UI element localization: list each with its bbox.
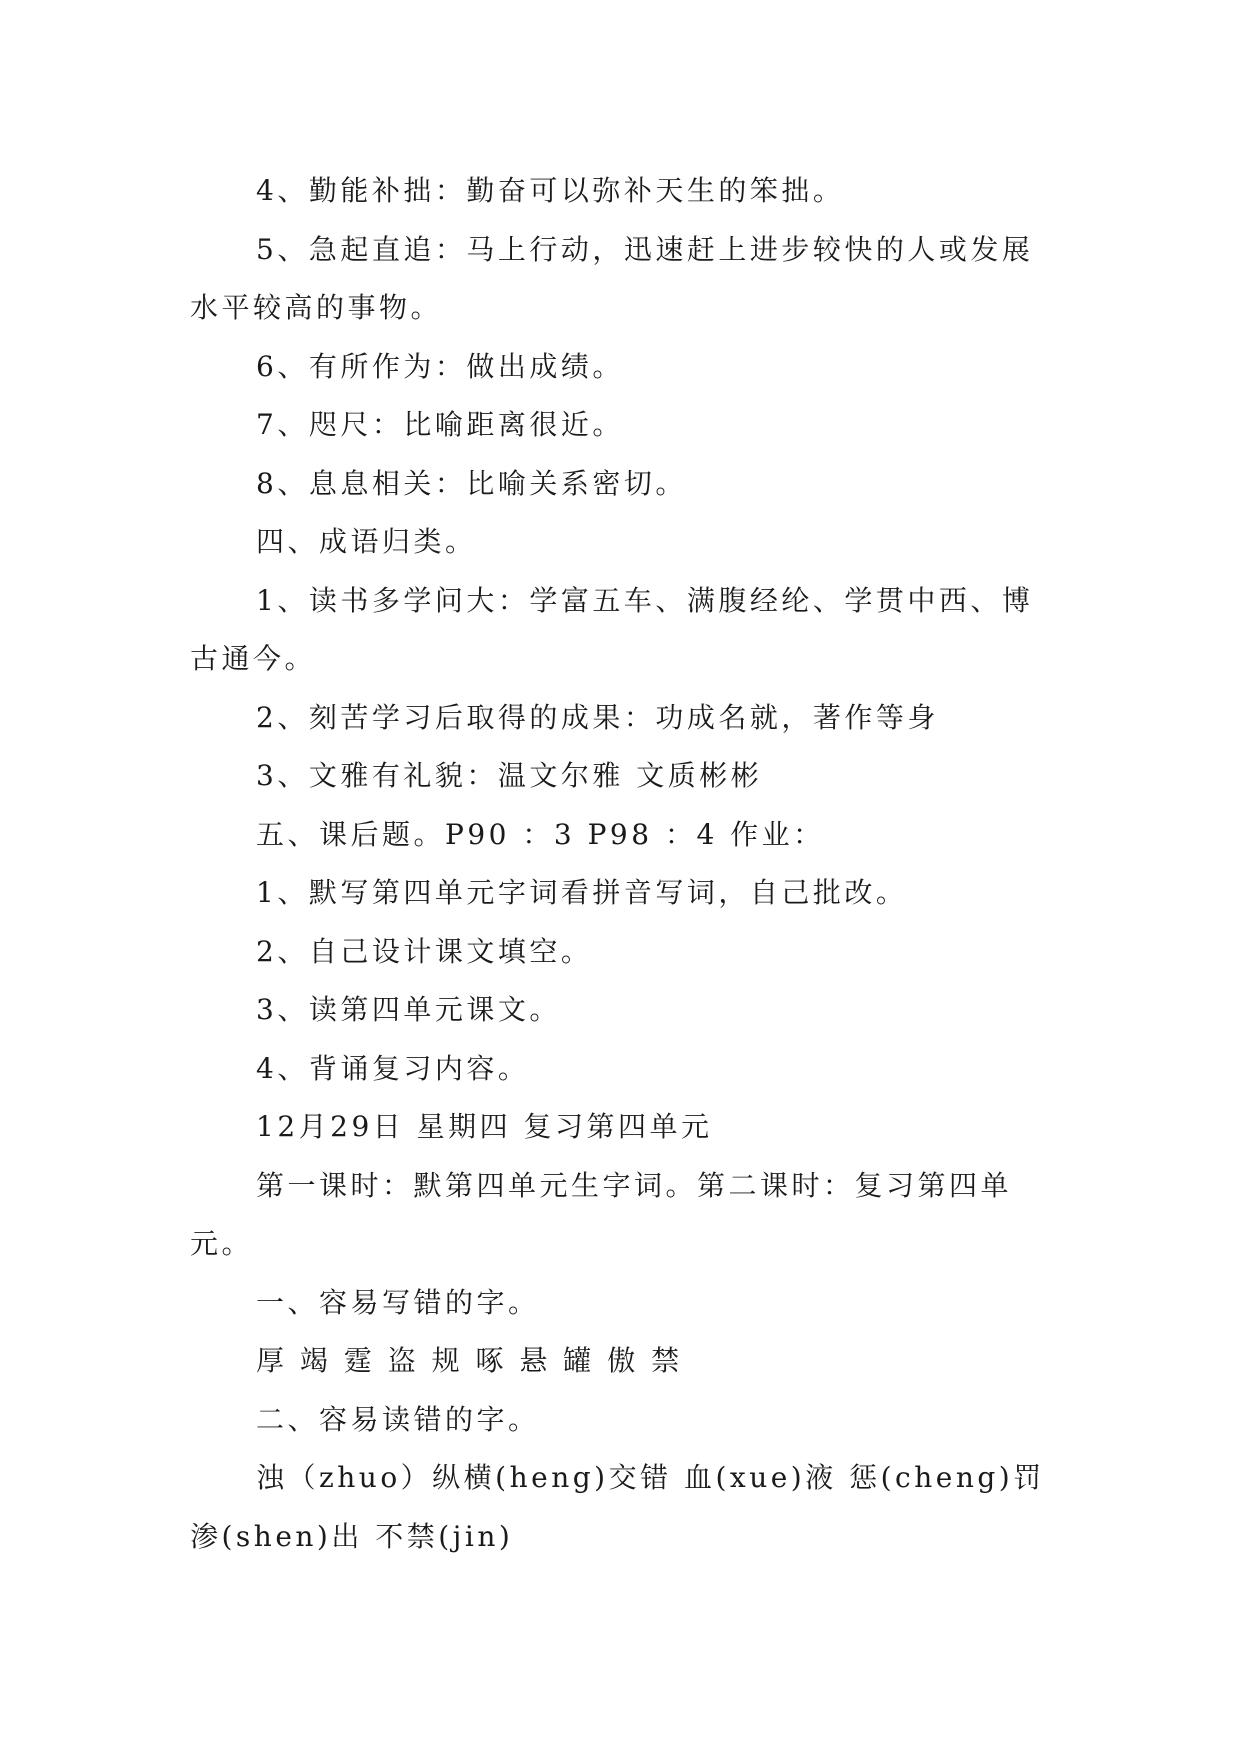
section-heading-4: 四、成语归类。 <box>256 525 477 558</box>
paragraph-homework-4: 4、背诵复习内容。 <box>256 1051 530 1085</box>
paragraph-idiom-8: 8、息息相关：比喻关系密切。 <box>256 466 687 500</box>
section-heading-5: 五、课后题。P90 ：3 P98 ：4 作业： <box>256 817 825 851</box>
paragraph-homework-2: 2、自己设计课文填空。 <box>256 934 593 968</box>
paragraph-category-2: 2、刻苦学习后取得的成果：功成名就，著作等身 <box>256 700 939 734</box>
paragraph-homework-3: 3、读第四单元课文。 <box>256 993 561 1026</box>
paragraph-idiom-5: 5、急起直追：马上行动，迅速赶上进步较快的人或发展水平较高的事物。 <box>190 232 1034 324</box>
paragraph-idiom-6: 6、有所作为：做出成绩。 <box>256 349 624 383</box>
paragraph-idiom-7: 7、咫尺：比喻距离很近。 <box>256 408 624 441</box>
paragraph-category-3: 3、文雅有礼貌：温文尔雅 文质彬彬 <box>256 759 763 792</box>
date-line: 12月29日 星期四 复习第四单元 <box>256 1110 713 1143</box>
section-heading-2: 二、容易读错的字。 <box>256 1402 540 1436</box>
paragraph-lesson-plan: 第一课时：默第四单元生字词。第二课时：复习第四单元。 <box>190 1168 1013 1260</box>
paragraph-error-characters: 厚 竭 霆 盗 规 啄 悬 罐 傲 禁 <box>256 1344 683 1377</box>
paragraph-category-1: 1、读书多学问大：学富五车、满腹经纶、学贯中西、博古通今。 <box>190 583 1034 675</box>
paragraph-homework-1: 1、默写第四单元字词看拼音写词，自己批改。 <box>256 876 908 909</box>
paragraph-idiom-4: 4、勤能补拙：勤奋可以弥补天生的笨拙。 <box>256 174 845 207</box>
section-heading-1: 一、容易写错的字。 <box>256 1285 540 1319</box>
document-body <box>190 162 1052 1566</box>
paragraph-pronunciation: 浊（zhuo）纵横(heng)交错 血(xue)液 惩(cheng)罚渗(shen)出 不禁(jin) <box>190 1461 1045 1553</box>
